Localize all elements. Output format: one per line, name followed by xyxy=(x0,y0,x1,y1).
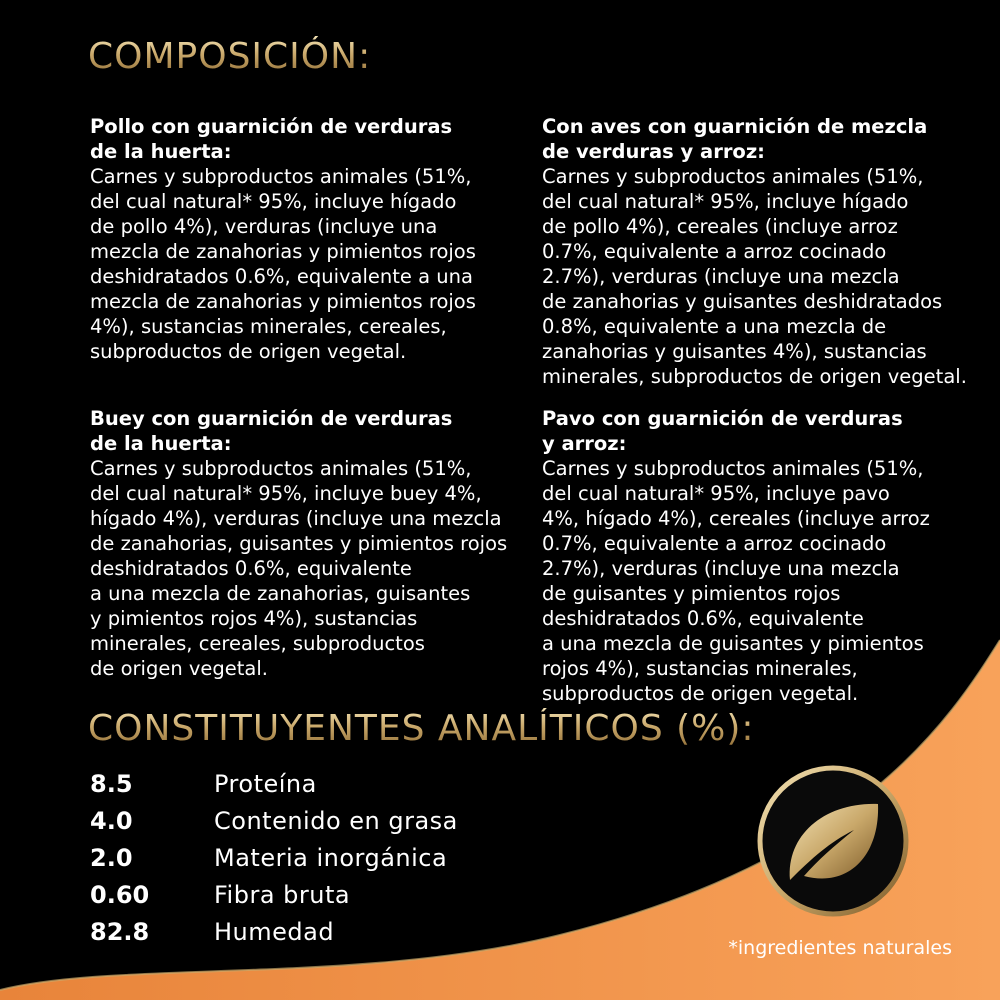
row-label: Proteína xyxy=(214,769,317,798)
recipe-poultry xyxy=(542,89,982,389)
analytical-table xyxy=(90,765,458,950)
row-value: 0.60 xyxy=(90,880,150,909)
recipe-text: Carnes y subproductos animales (51%, del cual natural* 95%, incluye pavo 4%, hígado 4%), cereales (incluye arroz 0.7%, equivalente a arroz cocinado 2.7%), verduras (incluye una mezcla de guisantes y pimientos rojos deshidratados 0.6%, equivalente a una mezcla de guisantes y pimientos rojos 4%), sustancias minerales, subproductos de origen vegetal. xyxy=(542,457,930,705)
composition-heading: COMPOSICIÓN: xyxy=(88,36,372,77)
table-row xyxy=(90,913,458,950)
table-row xyxy=(90,839,458,876)
recipe-text: Carnes y subproductos animales (51%, del cual natural* 95%, incluye hígado de pollo 4%), verduras (incluye una mezcla de zanahorias y pimientos rojos deshidratados 0.6%, equivalente a una mezcla de zanahorias y pimientos rojos 4%), sustancias minerales, cereales, subproductos de origen vegetal. xyxy=(90,165,476,363)
recipe-turkey xyxy=(542,381,982,706)
row-value: 82.8 xyxy=(90,917,150,946)
recipe-title: Pavo con guarnición de verduras y arroz: xyxy=(542,407,903,455)
row-label: Materia inorgánica xyxy=(214,843,448,872)
recipe-beef xyxy=(90,381,510,681)
row-label: Fibra bruta xyxy=(214,880,351,909)
table-row xyxy=(90,876,458,913)
recipe-title: Pollo con guarnición de verduras de la huerta: xyxy=(90,115,453,163)
row-value: 8.5 xyxy=(90,769,133,798)
row-label: Humedad xyxy=(214,917,335,946)
row-value: 2.0 xyxy=(90,843,133,872)
analytical-heading: CONSTITUYENTES ANALÍTICOS (%): xyxy=(88,708,755,749)
recipe-text: Carnes y subproductos animales (51%, del cual natural* 95%, incluye hígado de pollo 4%), cereales (incluye arroz 0.7%, equivalente a arroz cocinado 2.7%), verduras (incluye una mezcla de zanahorias y guisantes deshidratados 0.8%, equivalente a una mezcla de zanahorias y guisantes 4%), sustancias minerales, subproductos de origen vegetal. xyxy=(542,165,967,388)
leaf-icon xyxy=(756,764,910,918)
footnote: *ingredientes naturales xyxy=(728,937,952,959)
row-value: 4.0 xyxy=(90,806,133,835)
recipe-title: Con aves con guarnición de mezcla de verduras y arroz: xyxy=(542,115,928,163)
table-row xyxy=(90,802,458,839)
row-label: Contenido en grasa xyxy=(214,806,458,835)
table-row xyxy=(90,765,458,802)
recipe-chicken xyxy=(90,89,510,364)
recipe-title: Buey con guarnición de verduras de la huerta: xyxy=(90,407,453,455)
recipe-text: Carnes y subproductos animales (51%, del cual natural* 95%, incluye buey 4%, hígado 4%), verduras (incluye una mezcla de zanahorias, guisantes y pimientos rojos deshidratados 0.6%, equivalente a una mezcla de zanahorias, guisantes y pimientos rojos 4%), sustancias minerales, cereales, subproductos de origen vegetal. xyxy=(90,457,508,680)
